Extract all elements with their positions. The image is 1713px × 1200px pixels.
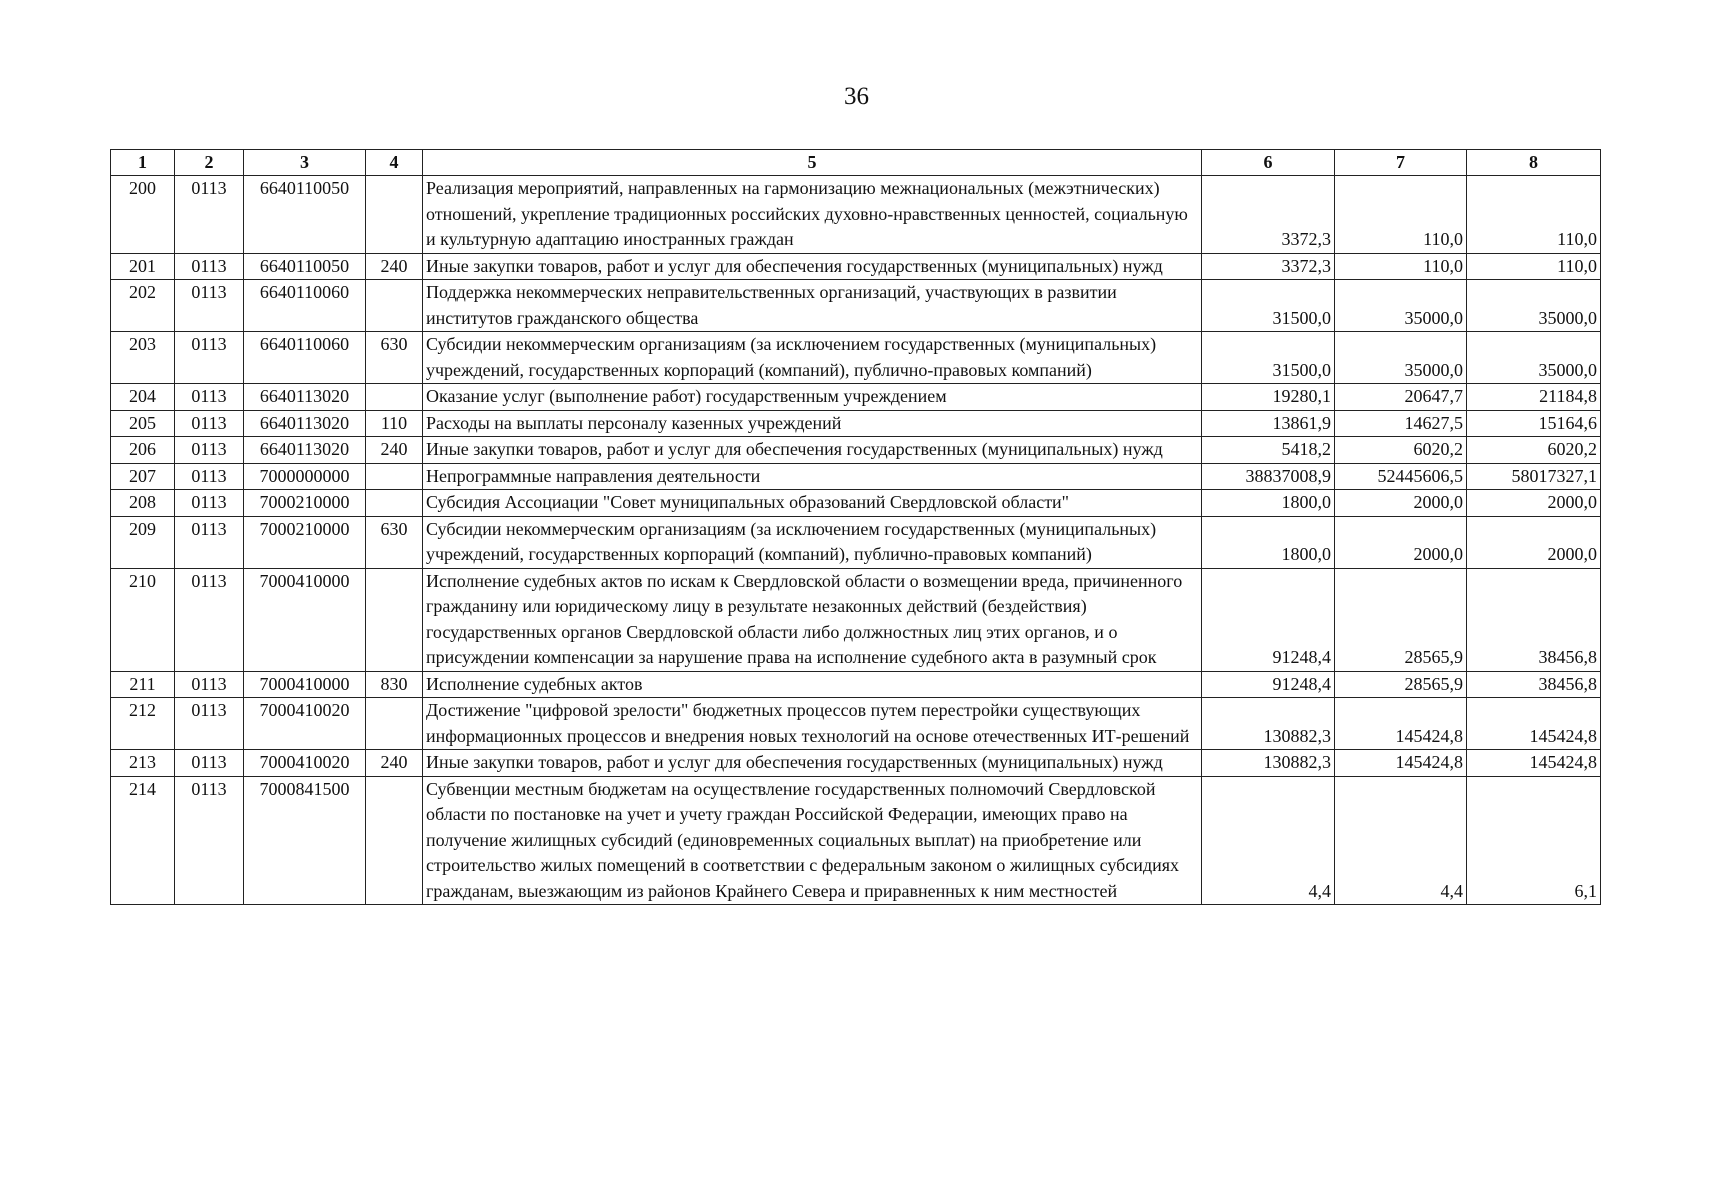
item-name: Достижение "цифровой зрелости" бюджетных процессов путем перестройки существующих информационных процессов и внедрения новых технологий на основе отечественных ИТ-решений <box>423 698 1202 750</box>
column-header: 6 <box>1202 150 1335 176</box>
amount-col-7: 35000,0 <box>1335 280 1467 332</box>
table-row <box>111 671 1601 698</box>
table-body <box>111 176 1601 905</box>
target-article-code: 6640113020 <box>244 410 366 437</box>
target-article-code: 6640110050 <box>244 253 366 280</box>
amount-col-8: 15164,6 <box>1467 410 1601 437</box>
row-number: 210 <box>111 568 175 671</box>
table-row <box>111 516 1601 568</box>
row-number: 207 <box>111 463 175 490</box>
row-number: 211 <box>111 671 175 698</box>
section-code: 0113 <box>175 332 244 384</box>
amount-col-6: 4,4 <box>1202 776 1335 905</box>
target-article-code: 6640110060 <box>244 280 366 332</box>
section-code: 0113 <box>175 253 244 280</box>
expense-type-code: 630 <box>366 516 423 568</box>
expense-type-code: 240 <box>366 253 423 280</box>
amount-col-7: 14627,5 <box>1335 410 1467 437</box>
amount-col-7: 145424,8 <box>1335 750 1467 777</box>
column-header: 4 <box>366 150 423 176</box>
target-article-code: 7000410020 <box>244 698 366 750</box>
item-name: Иные закупки товаров, работ и услуг для обеспечения государственных (муниципальных) нужд <box>423 253 1202 280</box>
amount-col-6: 31500,0 <box>1202 280 1335 332</box>
column-header: 2 <box>175 150 244 176</box>
row-number: 200 <box>111 176 175 254</box>
amount-col-8: 35000,0 <box>1467 280 1601 332</box>
table-row <box>111 410 1601 437</box>
expense-type-code <box>366 698 423 750</box>
amount-col-8: 110,0 <box>1467 176 1601 254</box>
expense-type-code <box>366 176 423 254</box>
expense-type-code <box>366 280 423 332</box>
amount-col-6: 1800,0 <box>1202 516 1335 568</box>
item-name: Непрограммные направления деятельности <box>423 463 1202 490</box>
section-code: 0113 <box>175 671 244 698</box>
column-header: 7 <box>1335 150 1467 176</box>
amount-col-6: 3372,3 <box>1202 176 1335 254</box>
item-name: Субвенции местным бюджетам на осуществление государственных полномочий Свердловской области по постановке на учет и учету граждан Российской Федерации, имеющих право на получение жилищных субсидий (единовременных социальных выплат) на приобретение или строительство жилых помещений в соответствии с федеральным законом о жилищных субсидиях гражданам, выезжающим из районов Крайнего Севера и приравненных к ним местностей <box>423 776 1202 905</box>
row-number: 205 <box>111 410 175 437</box>
item-name: Субсидии некоммерческим организациям (за исключением государственных (муниципальных) учреждений, государственных корпораций (компаний), публично-правовых компаний) <box>423 516 1202 568</box>
table-row <box>111 463 1601 490</box>
target-article-code: 7000410000 <box>244 671 366 698</box>
row-number: 206 <box>111 437 175 464</box>
amount-col-7: 110,0 <box>1335 253 1467 280</box>
budget-table <box>110 149 1601 905</box>
row-number: 214 <box>111 776 175 905</box>
amount-col-7: 28565,9 <box>1335 671 1467 698</box>
item-name: Исполнение судебных актов <box>423 671 1202 698</box>
item-name: Исполнение судебных актов по искам к Свердловской области о возмещении вреда, причиненного гражданину или юридическому лицу в результате незаконных действий (бездействия) государственных органов Свердловской области либо должностных лиц этих органов, и о присуждении компенсации за нарушение права на исполнение судебного акта в разумный срок <box>423 568 1202 671</box>
table-row <box>111 698 1601 750</box>
target-article-code: 7000000000 <box>244 463 366 490</box>
expense-type-code <box>366 463 423 490</box>
amount-col-8: 2000,0 <box>1467 490 1601 517</box>
target-article-code: 6640113020 <box>244 384 366 411</box>
amount-col-7: 4,4 <box>1335 776 1467 905</box>
row-number: 204 <box>111 384 175 411</box>
table-row <box>111 437 1601 464</box>
amount-col-7: 2000,0 <box>1335 490 1467 517</box>
amount-col-6: 1800,0 <box>1202 490 1335 517</box>
amount-col-8: 21184,8 <box>1467 384 1601 411</box>
amount-col-7: 6020,2 <box>1335 437 1467 464</box>
expense-type-code <box>366 776 423 905</box>
row-number: 208 <box>111 490 175 517</box>
expense-type-code: 240 <box>366 750 423 777</box>
amount-col-7: 35000,0 <box>1335 332 1467 384</box>
amount-col-8: 145424,8 <box>1467 698 1601 750</box>
section-code: 0113 <box>175 410 244 437</box>
table-row <box>111 253 1601 280</box>
amount-col-6: 130882,3 <box>1202 750 1335 777</box>
amount-col-6: 91248,4 <box>1202 568 1335 671</box>
item-name: Иные закупки товаров, работ и услуг для обеспечения государственных (муниципальных) нужд <box>423 750 1202 777</box>
section-code: 0113 <box>175 568 244 671</box>
row-number: 209 <box>111 516 175 568</box>
item-name: Субсидия Ассоциации "Совет муниципальных образований Свердловской области" <box>423 490 1202 517</box>
column-header: 5 <box>423 150 1202 176</box>
item-name: Иные закупки товаров, работ и услуг для обеспечения государственных (муниципальных) нужд <box>423 437 1202 464</box>
expense-type-code <box>366 490 423 517</box>
table-row <box>111 280 1601 332</box>
item-name: Оказание услуг (выполнение работ) государственным учреждением <box>423 384 1202 411</box>
table-header-row <box>111 150 1601 176</box>
expense-type-code: 830 <box>366 671 423 698</box>
expense-type-code <box>366 384 423 411</box>
amount-col-6: 38837008,9 <box>1202 463 1335 490</box>
table-row <box>111 776 1601 905</box>
row-number: 213 <box>111 750 175 777</box>
section-code: 0113 <box>175 750 244 777</box>
amount-col-8: 35000,0 <box>1467 332 1601 384</box>
amount-col-6: 19280,1 <box>1202 384 1335 411</box>
target-article-code: 6640110060 <box>244 332 366 384</box>
target-article-code: 7000410000 <box>244 568 366 671</box>
section-code: 0113 <box>175 384 244 411</box>
section-code: 0113 <box>175 437 244 464</box>
table-row <box>111 384 1601 411</box>
amount-col-7: 2000,0 <box>1335 516 1467 568</box>
column-header: 1 <box>111 150 175 176</box>
amount-col-7: 20647,7 <box>1335 384 1467 411</box>
expense-type-code: 630 <box>366 332 423 384</box>
item-name: Реализация мероприятий, направленных на гармонизацию межнациональных (межэтнических) отношений, укрепление традиционных российских духовно-нравственных ценностей, социальную и культурную адаптацию иностранных граждан <box>423 176 1202 254</box>
table-row <box>111 490 1601 517</box>
section-code: 0113 <box>175 490 244 517</box>
page-number: 36 <box>844 83 869 110</box>
target-article-code: 7000210000 <box>244 516 366 568</box>
section-code: 0113 <box>175 176 244 254</box>
amount-col-8: 6,1 <box>1467 776 1601 905</box>
expense-type-code: 240 <box>366 437 423 464</box>
amount-col-6: 31500,0 <box>1202 332 1335 384</box>
column-header: 3 <box>244 150 366 176</box>
amount-col-8: 2000,0 <box>1467 516 1601 568</box>
amount-col-8: 58017327,1 <box>1467 463 1601 490</box>
amount-col-6: 91248,4 <box>1202 671 1335 698</box>
amount-col-8: 38456,8 <box>1467 671 1601 698</box>
table-row <box>111 332 1601 384</box>
target-article-code: 6640110050 <box>244 176 366 254</box>
amount-col-6: 130882,3 <box>1202 698 1335 750</box>
target-article-code: 6640113020 <box>244 437 366 464</box>
amount-col-6: 5418,2 <box>1202 437 1335 464</box>
amount-col-8: 6020,2 <box>1467 437 1601 464</box>
amount-col-8: 38456,8 <box>1467 568 1601 671</box>
amount-col-7: 28565,9 <box>1335 568 1467 671</box>
amount-col-7: 145424,8 <box>1335 698 1467 750</box>
amount-col-8: 110,0 <box>1467 253 1601 280</box>
amount-col-6: 13861,9 <box>1202 410 1335 437</box>
row-number: 202 <box>111 280 175 332</box>
section-code: 0113 <box>175 776 244 905</box>
amount-col-8: 145424,8 <box>1467 750 1601 777</box>
table-row <box>111 568 1601 671</box>
amount-col-7: 52445606,5 <box>1335 463 1467 490</box>
table-row <box>111 750 1601 777</box>
section-code: 0113 <box>175 463 244 490</box>
amount-col-7: 110,0 <box>1335 176 1467 254</box>
item-name: Субсидии некоммерческим организациям (за исключением государственных (муниципальных) учреждений, государственных корпораций (компаний), публично-правовых компаний) <box>423 332 1202 384</box>
row-number: 203 <box>111 332 175 384</box>
target-article-code: 7000841500 <box>244 776 366 905</box>
item-name: Расходы на выплаты персоналу казенных учреждений <box>423 410 1202 437</box>
expense-type-code: 110 <box>366 410 423 437</box>
amount-col-6: 3372,3 <box>1202 253 1335 280</box>
row-number: 212 <box>111 698 175 750</box>
section-code: 0113 <box>175 698 244 750</box>
row-number: 201 <box>111 253 175 280</box>
column-header: 8 <box>1467 150 1601 176</box>
section-code: 0113 <box>175 516 244 568</box>
table-row <box>111 176 1601 254</box>
target-article-code: 7000210000 <box>244 490 366 517</box>
section-code: 0113 <box>175 280 244 332</box>
expense-type-code <box>366 568 423 671</box>
target-article-code: 7000410020 <box>244 750 366 777</box>
item-name: Поддержка некоммерческих неправительственных организаций, участвующих в развитии институтов гражданского общества <box>423 280 1202 332</box>
